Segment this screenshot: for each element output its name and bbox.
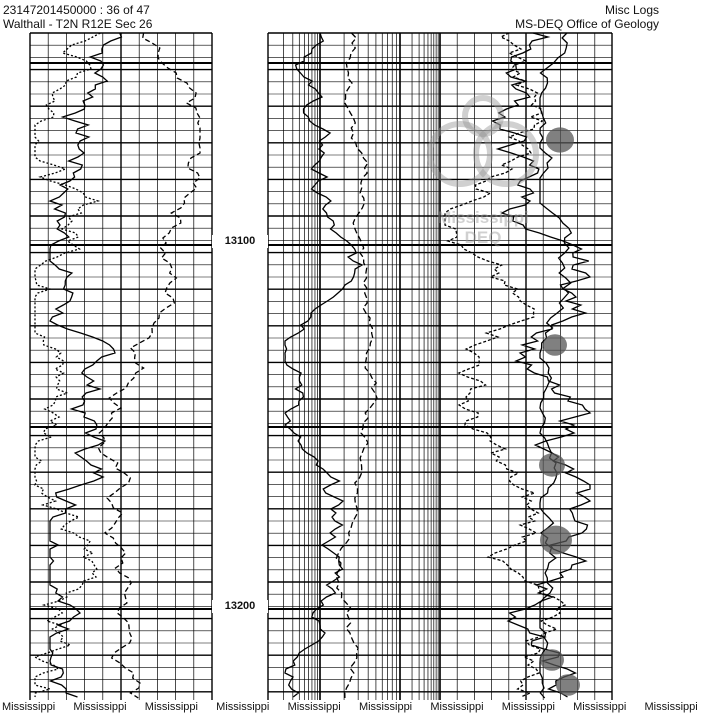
track-1-grid bbox=[30, 33, 212, 700]
log-shaded-zone bbox=[540, 649, 564, 671]
log-type-label: Misc Logs bbox=[604, 3, 659, 17]
log-shaded-zone bbox=[556, 674, 580, 696]
agency-label: MS-DEQ Office of Geology bbox=[515, 17, 659, 31]
track-2-log-grid bbox=[268, 33, 440, 700]
log-shaded-zone bbox=[546, 127, 574, 152]
well-id-label: 23147201450000 : 36 of 47 bbox=[3, 3, 150, 17]
log-curve-trace bbox=[98, 33, 200, 698]
footer-text: Mississippi bbox=[501, 701, 555, 713]
watermark-line-1: Mississippi bbox=[437, 208, 529, 227]
log-curve-trace bbox=[336, 33, 377, 698]
footer-text: Mississippi bbox=[358, 701, 413, 713]
footer-text: Mississippi bbox=[2, 701, 56, 713]
footer-text: Mississippi bbox=[430, 701, 484, 713]
log-curve-trace bbox=[35, 33, 100, 697]
log-shaded-zone bbox=[539, 453, 565, 476]
watermark-line-2: DEQ bbox=[464, 228, 502, 247]
log-curve-trace bbox=[285, 33, 362, 697]
footer-text: Mississippi bbox=[144, 701, 198, 713]
depth-label-13200: 13200 bbox=[212, 600, 268, 613]
footer-text: Mississippi bbox=[573, 701, 627, 713]
footer-text: Mississippi bbox=[287, 701, 341, 713]
depth-label-13100: 13100 bbox=[212, 235, 268, 248]
log-shaded-zone bbox=[540, 526, 572, 555]
track-3-grid bbox=[440, 33, 612, 700]
footer-text: Mississippi bbox=[73, 701, 127, 713]
footer-text: Mississippi bbox=[644, 701, 698, 713]
log-shaded-zone bbox=[543, 334, 567, 356]
footer-watermark-strip bbox=[0, 700, 698, 715]
log-curves bbox=[35, 33, 590, 698]
location-label: Walthall - T2N R12E Sec 26 bbox=[3, 17, 153, 31]
log-curve-trace bbox=[493, 33, 590, 697]
footer-text: Mississippi bbox=[216, 701, 270, 713]
log-curve-trace bbox=[50, 33, 121, 697]
